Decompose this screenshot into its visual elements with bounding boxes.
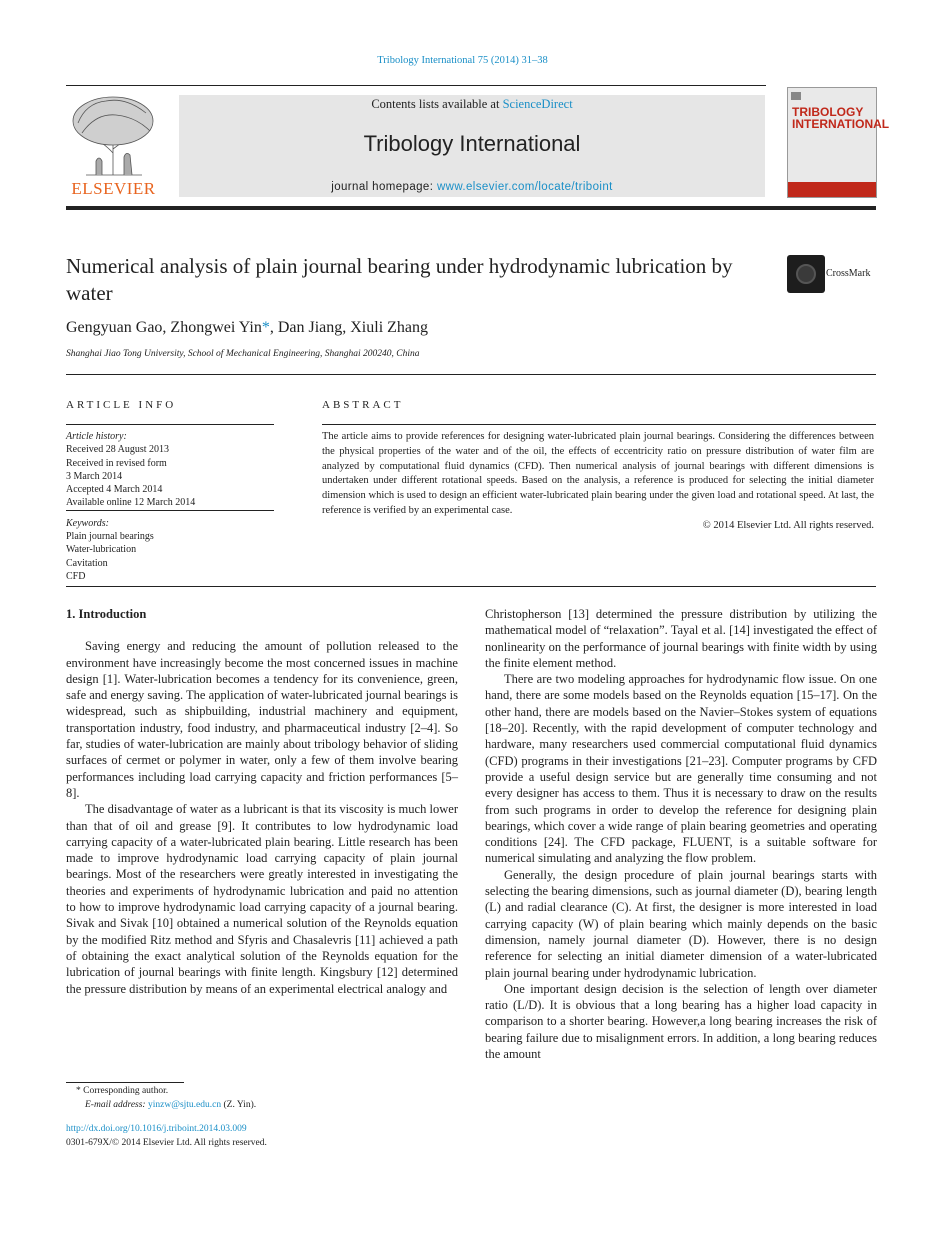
journal-cover-thumbnail[interactable]	[787, 87, 890, 198]
authors-rest: , Dan Jiang, Xiuli Zhang	[269, 319, 429, 336]
author-email-link[interactable]: yinzw@sjtu.edu.cn	[147, 1100, 222, 1110]
doi-block	[66, 1123, 267, 1150]
history-item: 3 March 2014	[66, 470, 123, 482]
title-block-rule	[66, 374, 876, 375]
body-column-left	[66, 606, 458, 997]
email-label: E-mail address:	[85, 1100, 148, 1110]
abstract-rule	[322, 424, 876, 425]
journal-citation-link[interactable]: Tribology International 75 (2014) 31–38	[377, 55, 548, 66]
journal-banner	[179, 95, 765, 197]
front-matter-rule	[66, 586, 876, 587]
author-list	[66, 319, 428, 337]
email-line	[66, 1098, 256, 1112]
affiliation: Shanghai Jiao Tong University, School of Mechanical Engineering, Shanghai 200240, China	[66, 349, 420, 359]
article-title: Numerical analysis of plain journal bearing under hydrodynamic lubrication by water	[66, 254, 733, 305]
history-item: Available online 12 March 2014	[66, 497, 196, 509]
abstract-heading: ABSTRACT	[322, 399, 404, 411]
cover-title: TRIBOLOGY INTERNATIONAL	[792, 105, 890, 131]
keyword-item: Plain journal bearings	[66, 531, 154, 543]
body-paragraph: There are two modeling approaches for hydrodynamic flow issue. On one hand, there are some models based on the Reynolds equation [15–17]. On the other hand, there are models based on the Navier–Stokes system of equations [18–20]. Recently, with the rapid development of computer technology and hardware, many researchers used commercial computational fluid dynamics (CFD) programs in their investigations [21–23]. Computer programs by CFD provide a useful design service but are generally time consuming and not every designer has access to them. Thus it is necessary to draw on the results from such programs in order to develop the reference for designing plain bearings, which cover a wide range of plain bearing geometries and operating conditions [24]. The CFD package, FLUENT, is a suitable software for numerical simulating and analyzing the flow problem.	[485, 672, 877, 866]
footnote	[66, 1084, 256, 1112]
issn-copyright: 0301-679X/© 2014 Elsevier Ltd. All rights reserved.	[66, 1137, 267, 1148]
history-item: Received in revised form	[66, 457, 167, 469]
history-item: Accepted 4 March 2014	[66, 484, 163, 496]
body-paragraph: Saving energy and reducing the amount of pollution released to the environment have increasingly become the most concerned issues in machine design [1]. Water-lubrication becomes a tendency for its convenience, green, safe and energy saving. The application of water-lubricated journal bearings is widespread, such as shipbuilding, industrial machinery and equipment, transportation industry, food industry, and pharmaceutical industry [2–4]. So far, studies of water-lubrication are mainly about tribology behavior of sliding surfaces of cermet or polymer in water, only a few of them involve bearing performances including load carrying capacity and friction performances [5–8].	[66, 639, 458, 800]
section-heading-introduction: 1. Introduction	[66, 607, 147, 621]
keyword-item: Cavitation	[66, 557, 108, 569]
cover-red-band	[788, 182, 876, 197]
sciencedirect-link[interactable]: ScienceDirect	[502, 97, 573, 111]
body-paragraph: The disadvantage of water as a lubricant is that its viscosity is much lower than that of oil and grease [9]. It contributes to low hydrodynamic load carrying capacity of a water-lubricated plain bearing. Little research has been made to improve hydrodynamic load carrying capacity of plain journal bearings. Most of the researchers were greatly interested in investigating the theories and experiments of hydrodynamic lubrication and paid no attention to how to improve hydrodynamic load carrying capacity of a journal bearing. Sivak and Sivak [10] obtained a numerical solution of the Reynolds equation by the modified Ritz method and Sfyris and Chasalevris [11] achieved a path of obtaining the exact analytical solution of the Reynolds equation for the lubrication of journal bearings with finite length. Kingsbury [12] determined the pressure distribution by means of an experimental electrical analogy and	[66, 802, 458, 996]
cover-publisher-mark	[791, 92, 801, 100]
journal-name: Tribology International	[363, 131, 581, 156]
contents-prefix: Contents lists available at	[371, 97, 503, 111]
article-info-heading: ARTICLE INFO	[66, 399, 177, 411]
body-paragraph: Generally, the design procedure of plain journal bearings starts with selecting the bearing dimensions, such as journal diameter (D), bearing length (L) and radial clearance (C). At first, the designer is more interested in load carrying capacity (W) of plain bearing which mainly depends on the basic dimension, namely journal diameter (D). However, there is no design reference for selecting an initial diameter dimension of a water-lubricated plain journal bearing under hydrodynamic lubrication.	[485, 867, 877, 980]
abstract-text: The article aims to provide references for designing water-lubricated plain journal bearings. Considering the differences between the physical properties of the water and of the oil, the effects of eccentricity ratio on pressure distribution of water film are analyzed by computational fluid dynamics (CFD). Then numerical analysis of journal bearings with different dimensions is undertaken under different rotational speeds. Based on the analysis, a reference is produced for selecting the initial diameter dimension which is used to design an efficient water-lubricated plain bearing under the given load and rotational speed. At last, the reference is verified by an experimental case.	[322, 431, 874, 516]
doi-link[interactable]: http://dx.doi.org/10.1016/j.triboint.2014.03.009	[66, 1124, 247, 1134]
journal-homepage-link[interactable]: www.elsevier.com/locate/triboint	[436, 181, 613, 193]
body-paragraph: One important design decision is the selection of length over diameter ratio (L/D). It is obvious that a long bearing has a higher load capacity in comparison to a shorter bearing. However,a long bearing increases the risk of bearing failure due to misalignment errors. In addition, a long bearing reduces the amount	[485, 981, 877, 1062]
abstract-body	[322, 430, 874, 534]
keywords-label: Keywords:	[66, 517, 109, 529]
homepage-prefix: journal homepage:	[331, 181, 437, 193]
keyword-item: Water-lubrication	[66, 544, 137, 556]
corresponding-author-mark[interactable]: *	[261, 319, 270, 336]
crossmark-ring	[796, 264, 816, 284]
keyword-item: CFD	[66, 570, 86, 582]
abstract-copyright: © 2014 Elsevier Ltd. All rights reserved.	[702, 519, 874, 531]
journal-homepage-line	[179, 181, 765, 193]
header-top-rule	[66, 85, 766, 86]
contents-available-line	[179, 97, 765, 112]
article-info-rule	[66, 424, 274, 425]
keywords-rule	[66, 510, 274, 511]
authors-first: Gengyuan Gao, Zhongwei Yin	[66, 319, 262, 336]
email-suffix: (Z. Yin).	[221, 1100, 257, 1110]
elsevier-wordmark: ELSEVIER	[71, 179, 156, 198]
header-thick-rule	[66, 206, 876, 210]
history-label: Article history:	[66, 431, 127, 442]
footnote-rule	[66, 1082, 184, 1083]
body-column-right	[485, 606, 877, 1062]
history-item: Received 28 August 2013	[66, 444, 170, 456]
crossmark-icon[interactable]	[787, 255, 825, 293]
body-paragraph: Christopherson [13] determined the pressure distribution by utilizing the mathematical model of “relaxation”. Tayal et al. [14] investigated the effect of nonlinearity on the performance of journal bearings with finite width by using the finite element method.	[485, 607, 877, 670]
crossmark-label[interactable]: CrossMark	[826, 268, 871, 279]
corresponding-author-note: * Corresponding author.	[76, 1086, 169, 1096]
article-info	[66, 430, 274, 583]
